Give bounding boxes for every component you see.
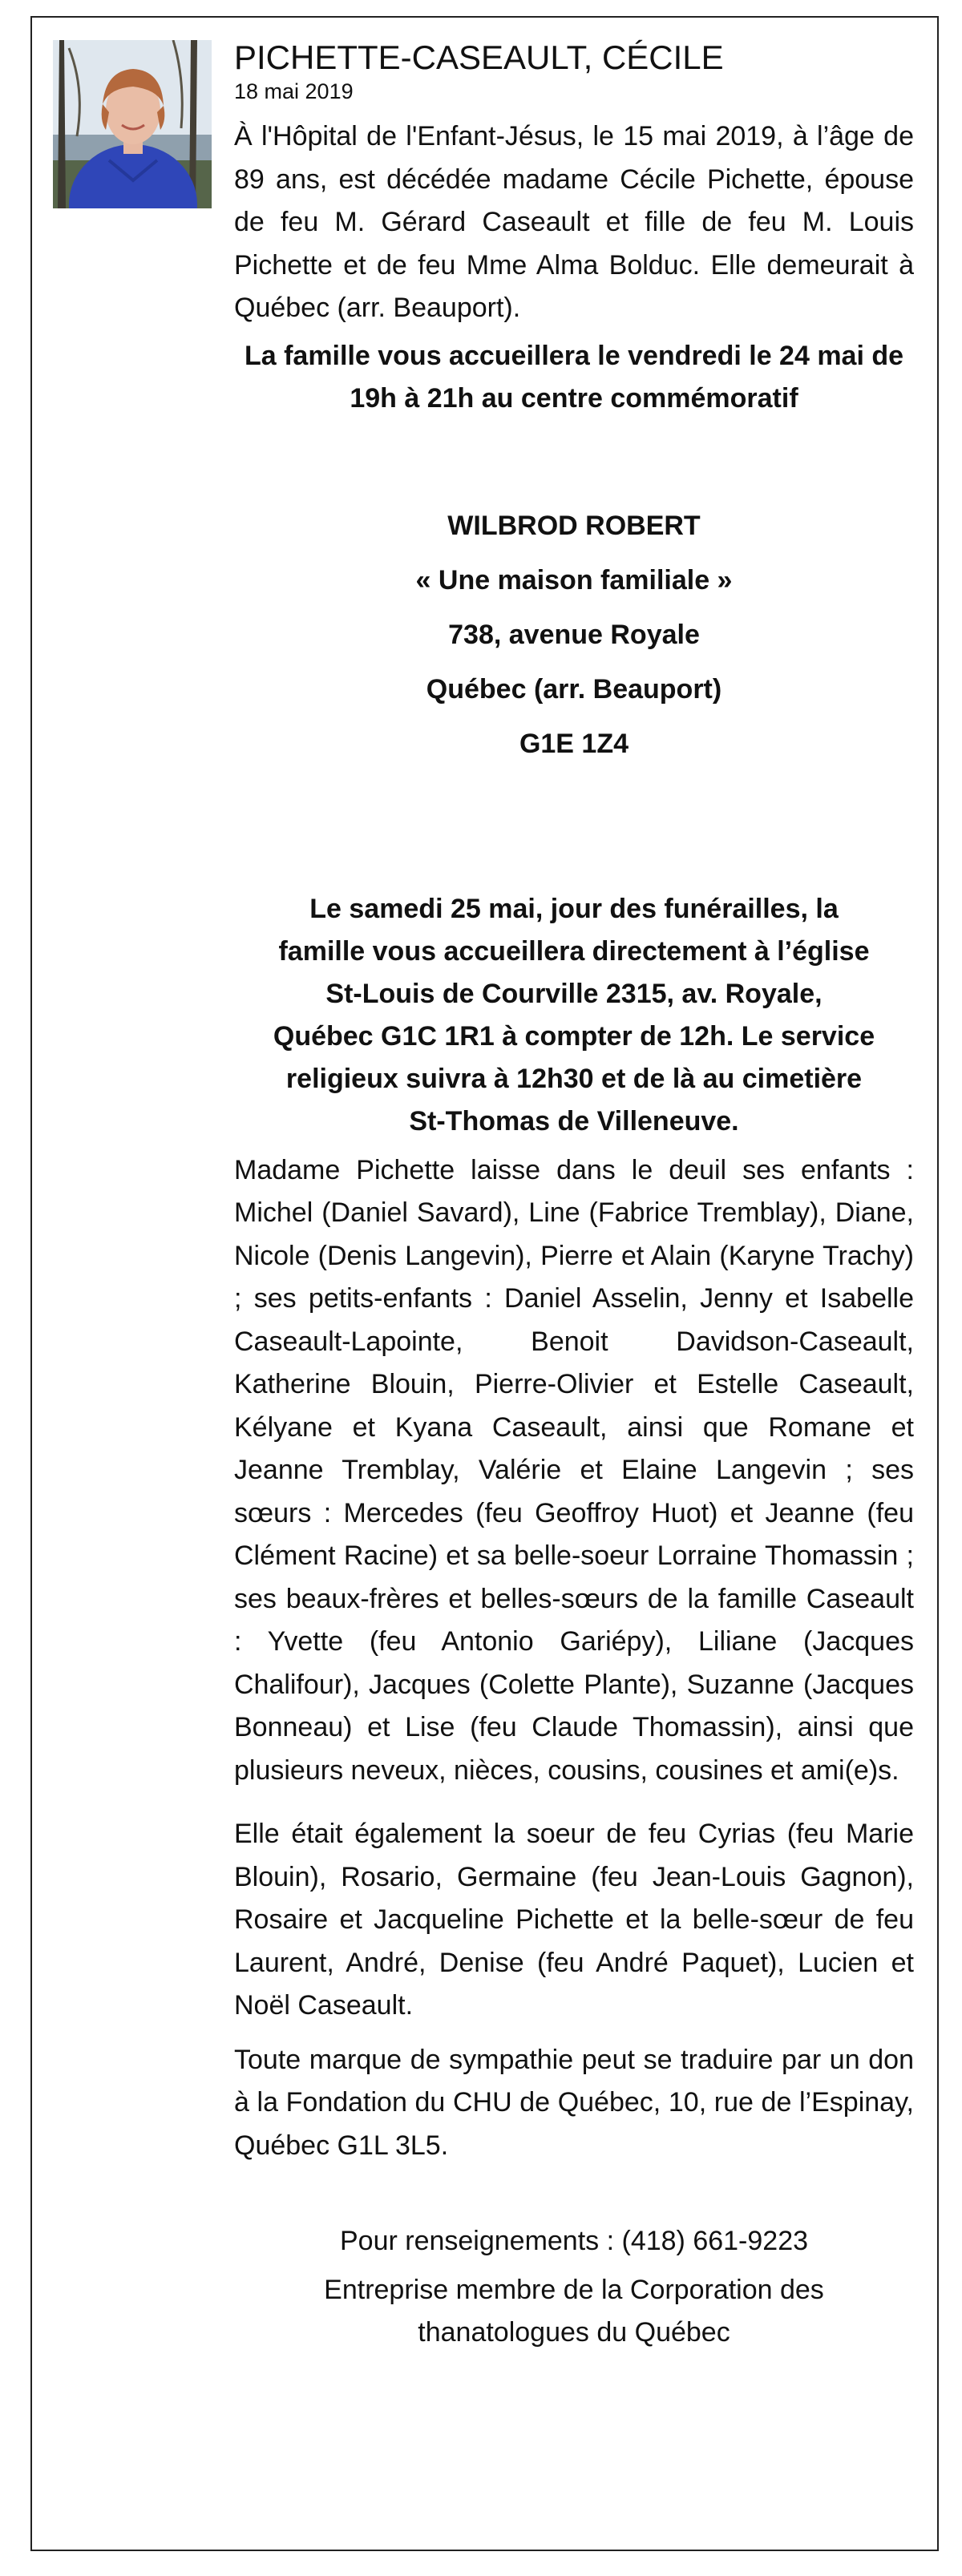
donation-paragraph: Toute marque de sympathie peut se traduire par un don à la Fondation du CHU de Québec, 10, rue de l’Espinay, Québec G1L 3L5. <box>234 2044 914 2161</box>
membership-line: Entreprise membre de la Corporation des <box>324 2275 824 2305</box>
funeral-line: Le samedi 25 mai, jour des funérailles, la <box>309 893 839 924</box>
funeral-line: St-Thomas de Villeneuve. <box>409 1105 739 1137</box>
membership-line: thanatologues du Québec <box>418 2317 730 2348</box>
deceased-name: PICHETTE-CASEAULT, CÉCILE <box>234 38 724 76</box>
obituary-content <box>234 37 914 2354</box>
intro-paragraph: À l'Hôpital de l'Enfant-Jésus, le 15 mai 2019, à l’âge de 89 ans, est décédée madame Cécile Pichette, épouse de feu M. Gérard Caseault et fille de feu M. Louis Pichette et de feu Mme Alma Bolduc. Elle demeurait à Québec (arr. Beauport). <box>234 121 914 323</box>
venue-city: Québec (arr. Beauport) <box>426 673 722 705</box>
venue-tagline: « Une maison familiale » <box>415 564 733 596</box>
funeral-notice <box>234 888 914 1143</box>
venue-block <box>234 499 914 771</box>
membership-note <box>234 2269 914 2354</box>
siblings-paragraph: Elle était également la soeur de feu Cyrias (feu Marie Blouin), Rosario, Germaine (feu Jean-Louis Gagnon), Rosaire et Jacqueline Pichette et la belle-sœur de feu Laurent, André, Denise (feu André Paquet), Lucien et Noël Caseault. <box>234 1819 914 2021</box>
venue-name: WILBROD ROBERT <box>447 510 701 541</box>
contact-line: Pour renseignements : (418) 661-9223 <box>339 2226 809 2256</box>
family-paragraph: Madame Pichette laisse dans le deuil ses enfants : Michel (Daniel Savard), Line (Fabrice Tremblay), Diane, Nicole (Denis Langevin), Pierre et Alain (Karyne Trachy) ; ses petits-enfants : Daniel Asselin, Jenny et Isabelle Caseault-Lapointe, Benoit Davidson-Caseault, Katherine Blouin, Pierre-Olivier et Estelle Caseault, Kélyane et Kyana Caseault, ainsi que Romane et Jeanne Tremblay, Valérie et Elaine Langevin ; ses sœurs : Mercedes (feu Geoffroy Huot) et Jeanne (feu Clément Racine) et sa belle-soeur Lorraine Thomassin ; ses beaux-frères et belles-sœurs de la famille Caseault : Yvette (feu Antonio Gariépy), Liliane (Jacques Chalifour), Jacques (Colette Plante), Suzanne (Jacques Bonneau) et Lise (feu Claude Thomassin), ainsi que plusieurs neveux, nièces, cousins, cousines et ami(e)s. <box>234 1154 914 1786</box>
funeral-line: St-Louis de Courville 2315, av. Royale, <box>325 978 823 1009</box>
visitation-notice: La famille vous accueillera le vendredi le 24 mai de 19h à 21h au centre commémoratif <box>244 340 904 414</box>
funeral-line: Québec G1C 1R1 à compter de 12h. Le service <box>273 1020 875 1052</box>
publication-date: 18 mai 2019 <box>234 79 354 103</box>
funeral-line: religieux suivra à 12h30 et de là au cimetière <box>285 1063 863 1094</box>
portrait-photo <box>53 40 212 208</box>
venue-postal-code: G1E 1Z4 <box>519 728 629 759</box>
funeral-line: famille vous accueillera directement à l’église <box>278 935 870 967</box>
venue-street: 738, avenue Royale <box>448 619 700 650</box>
